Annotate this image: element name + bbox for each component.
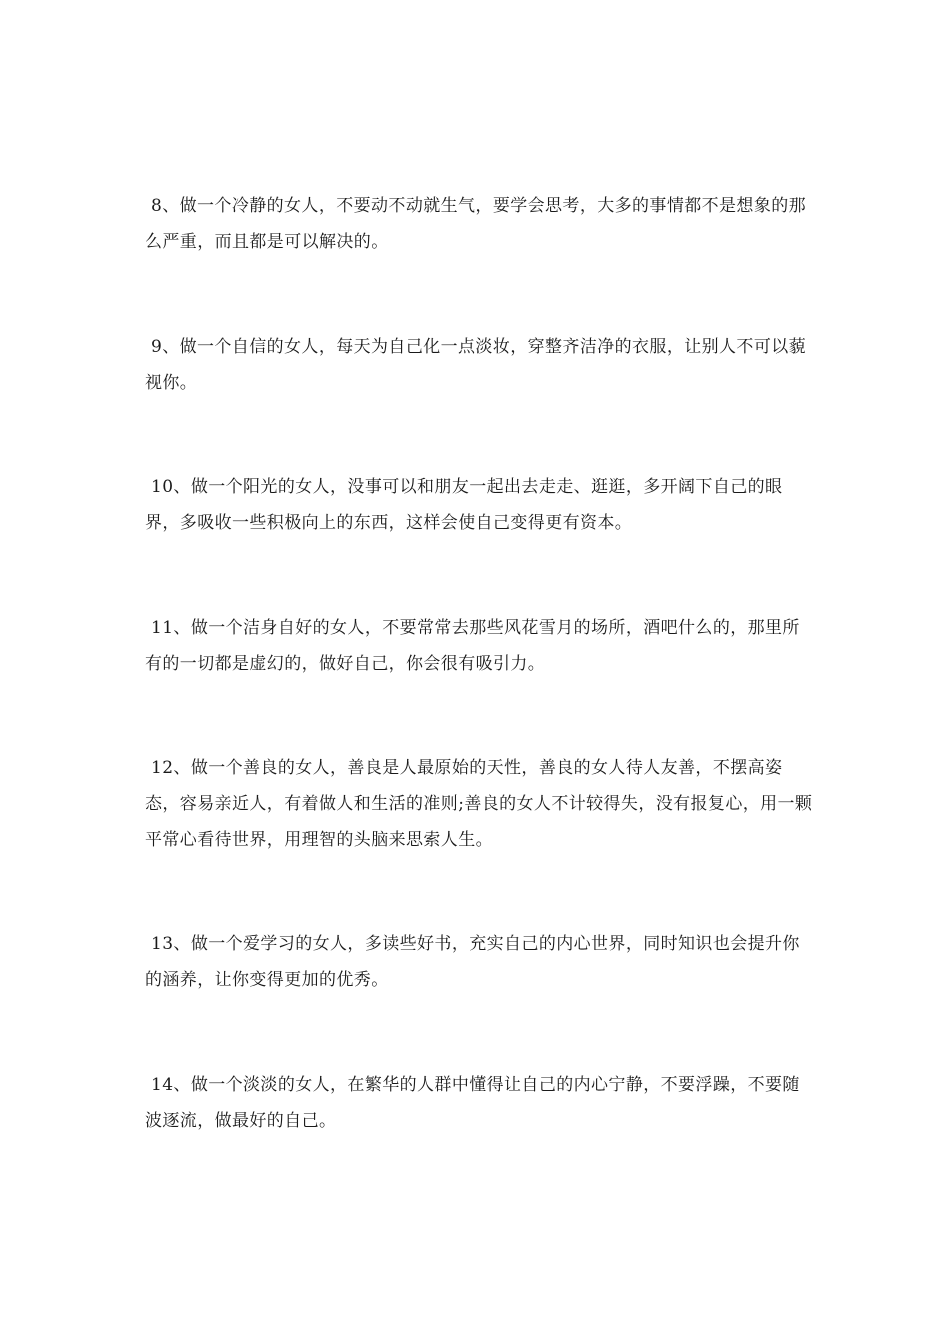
paragraph-text: 9、做一个自信的女人，每天为自己化一点淡妆，穿整齐洁净的衣服，让别人不可以藐视你。 (145, 337, 807, 393)
paragraph-10 (145, 469, 813, 541)
paragraph-text: 11、做一个洁身自好的女人，不要常常去那些风花雪月的场所，酒吧什么的，那里所有的一切都是虚幻的，做好自己，你会很有吸引力。 (145, 618, 800, 674)
paragraph-text: 13、做一个爱学习的女人，多读些好书，充实自己的内心世界，同时知识也会提升你的涵养，让你变得更加的优秀。 (145, 934, 800, 990)
paragraph-8 (145, 188, 813, 260)
paragraph-14 (145, 1067, 813, 1139)
paragraph-9 (145, 329, 813, 401)
paragraph-text: 8、做一个冷静的女人，不要动不动就生气，要学会思考，大多的事情都不是想象的那么严重，而且都是可以解决的。 (145, 196, 807, 252)
paragraph-13 (145, 926, 813, 998)
paragraph-12 (145, 750, 813, 858)
paragraph-11 (145, 610, 813, 682)
paragraph-text: 14、做一个淡淡的女人，在繁华的人群中懂得让自己的内心宁静，不要浮躁，不要随波逐流，做最好的自己。 (145, 1075, 800, 1131)
paragraph-text: 12、做一个善良的女人，善良是人最原始的天性，善良的女人待人友善，不摆高姿态，容易亲近人，有着做人和生活的准则;善良的女人不计较得失，没有报复心，用一颗平常心看待世界，用理智的头脑来思索人生。 (145, 758, 813, 850)
paragraph-text: 10、做一个阳光的女人，没事可以和朋友一起出去走走、逛逛，多开阔下自己的眼界，多吸收一些积极向上的东西，这样会使自己变得更有资本。 (145, 477, 783, 533)
